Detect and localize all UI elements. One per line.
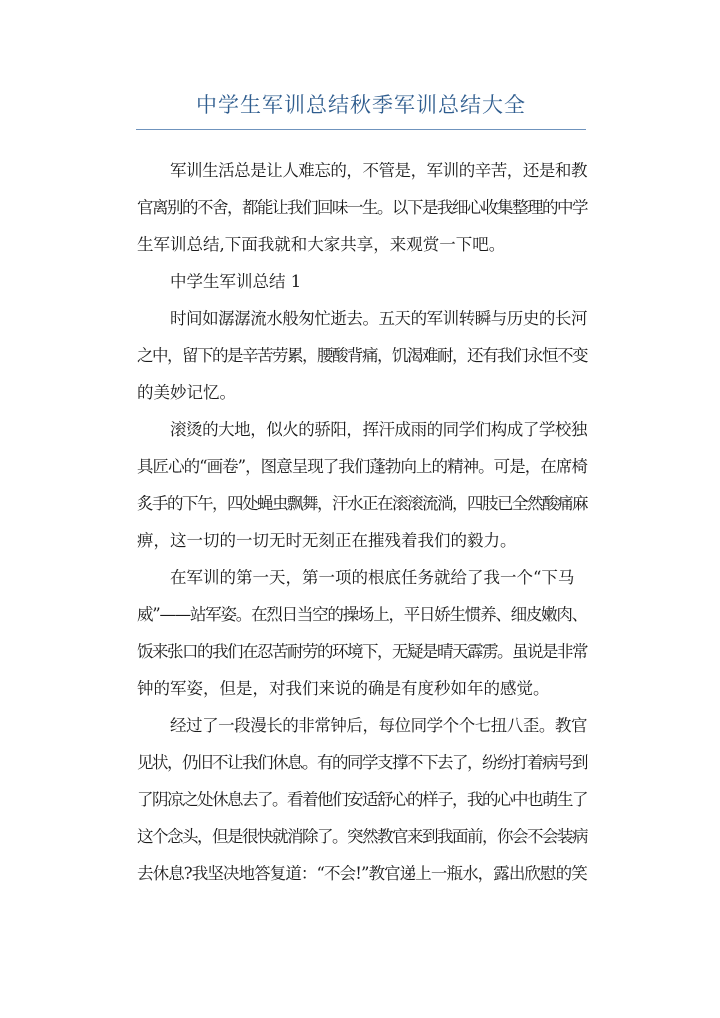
text-line: 见状，仍旧不让我们休息。有的同学支撑不下去了，纷纷打着病号到	[137, 753, 587, 772]
text-line: 炙手的下午，四处蝇虫飘舞，汗水正在滚滚流淌，四肢已全然酸痛麻	[137, 494, 587, 513]
text-line: 饭来张口的我们在忍苦耐劳的环境下，无疑是晴天霹雳。虽说是非常	[137, 642, 587, 661]
text-line: 生军训总结,下面我就和大家共享，来观赏一下吧。	[137, 235, 506, 254]
text-line: 经过了一段漫长的非常钟后，每位同学个个七扭八歪。教官	[170, 716, 588, 735]
document-title: 中学生军训总结秋季军训总结大全	[196, 93, 526, 117]
document-body	[137, 152, 587, 892]
text-line: 具匠心的“画卷”，图意呈现了我们蓬勃向上的精神。可是，在席椅	[137, 457, 587, 476]
text-line: 这个念头，但是很快就消除了。突然教官来到我面前，你会不会装病	[137, 827, 587, 846]
text-line: 的美妙记忆。	[137, 383, 236, 402]
text-line: 了阴凉之处休息去了。看着他们安适舒心的样子，我的心中也萌生了	[137, 790, 587, 809]
title-underline	[136, 129, 586, 130]
text-line: 官离别的不舍，都能让我们回味一生。以下是我细心收集整理的中学	[137, 198, 587, 217]
text-line: 中学生军训总结 1	[170, 272, 302, 291]
text-line: 痹，这一切的一切无时无刻正在摧残着我们的毅力。	[137, 531, 517, 550]
text-line: 威”——站军姿。在烈日当空的操场上，平日娇生惯养、细皮嫩肉、	[137, 605, 587, 624]
text-line: 在军训的第一天，第一项的根底任务就给了我一个“下马	[170, 568, 575, 587]
text-line: 钟的军姿，但是，对我们来说的确是有度秒如年的感觉。	[137, 679, 550, 698]
text-line: 军训生活总是让人难忘的，不管是，军训的辛苦，还是和教	[170, 161, 588, 180]
text-line: 之中，留下的是辛苦劳累，腰酸背痛，饥渴难耐，还有我们永恒不变	[137, 346, 587, 365]
text-line: 滚烫的大地，似火的骄阳，挥汗成雨的同学们构成了学校独	[170, 420, 588, 439]
text-line: 去休息?我坚决地答复道：“不会!”教官递上一瓶水，露出欣慰的笑	[137, 864, 587, 883]
text-line: 时间如潺潺流水般匆忙逝去。五天的军训转瞬与历史的长河	[170, 309, 588, 328]
